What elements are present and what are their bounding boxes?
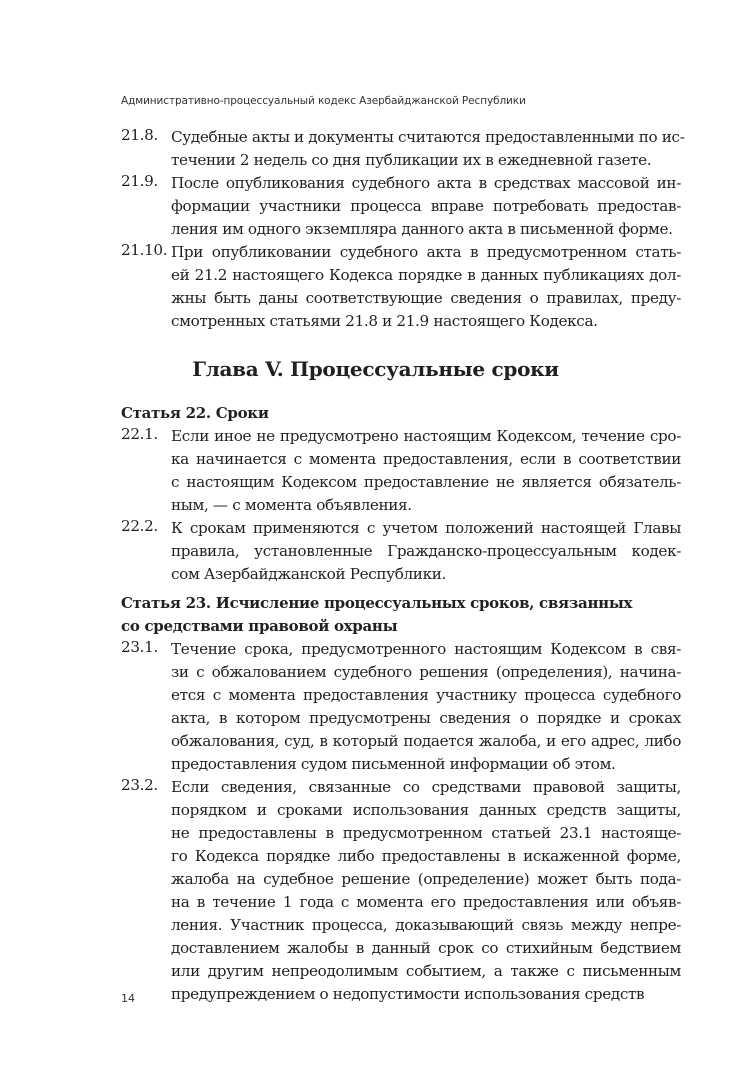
article-22 bbox=[121, 402, 681, 586]
text-line: После опубликования судебного акта в средствах массовой ин- bbox=[171, 174, 681, 192]
text-line: формации участники процесса вправе потребовать предостав- bbox=[171, 197, 681, 215]
text-line: Если иное не предусмотрено настоящим Кодексом, течение сро- bbox=[171, 427, 681, 445]
list-item bbox=[121, 638, 681, 776]
text-line: не предоставлены в предусмотренном статьей 23.1 настояще- bbox=[171, 824, 681, 842]
text-line: или другим непреодолимым событием, а также с письменным bbox=[171, 962, 681, 980]
article-title: Статья 23. Исчисление процессуальных сроков, связанных bbox=[121, 594, 633, 612]
section-21-continuation bbox=[121, 126, 685, 333]
text-line: течении 2 недель со дня публикации их в ежедневной газете. bbox=[171, 151, 652, 169]
list-item bbox=[121, 776, 681, 1006]
text-line: обжалования, суд, в который подается жалоба, и его адрес, либо bbox=[171, 732, 681, 750]
text-line: правила, установленные Гражданско-процессуальным кодек- bbox=[171, 542, 681, 560]
text-line: жалоба на судебное решение (определение) может быть пода- bbox=[171, 870, 681, 888]
text-line: предоставления судом письменной информации об этом. bbox=[171, 755, 616, 773]
article-title: Статья 22. Сроки bbox=[121, 404, 269, 422]
text-line: на в течение 1 года с момента его предоставления или объяв- bbox=[171, 893, 681, 911]
running-header: Административно-процессуальный кодекс Азербайджанской Республики bbox=[121, 95, 526, 107]
list-item bbox=[121, 126, 685, 172]
text-line: ным, — с момента объявления. bbox=[171, 496, 412, 514]
text-line: ления. Участник процесса, доказывающий связь между непре- bbox=[171, 916, 681, 934]
item-number: 23.1. bbox=[121, 638, 158, 656]
text-line: предупреждением о недопустимости использования средств bbox=[171, 985, 645, 1003]
text-line: ется с момента предоставления участнику процесса судебного bbox=[171, 686, 681, 704]
page-number: 14 bbox=[121, 992, 135, 1005]
text-line: Если сведения, связанные со средствами правовой защиты, bbox=[171, 778, 681, 796]
text-line: смотренных статьями 21.8 и 21.9 настоящего Кодекса. bbox=[171, 312, 598, 330]
article-23 bbox=[121, 592, 681, 1006]
item-number: 21.10. bbox=[121, 241, 168, 259]
list-item bbox=[121, 425, 681, 517]
text-line: жны быть даны соответствующие сведения о правилах, преду- bbox=[171, 289, 681, 307]
text-line: ления им одного экземпляра данного акта в письменной форме. bbox=[171, 220, 673, 238]
article-title: со средствами правовой охраны bbox=[121, 617, 398, 635]
text-line: К срокам применяются с учетом положений настоящей Главы bbox=[171, 519, 681, 537]
text-line: сом Азербайджанской Республики. bbox=[171, 565, 446, 583]
text-line: с настоящим Кодексом предоставление не является обязатель- bbox=[171, 473, 681, 491]
list-item bbox=[121, 517, 681, 586]
list-item bbox=[121, 241, 681, 333]
item-number: 21.8. bbox=[121, 126, 158, 144]
text-line: Судебные акты и документы считаются предоставленными по ис- bbox=[171, 128, 685, 146]
item-number: 23.2. bbox=[121, 776, 158, 794]
text-line: акта, в котором предусмотрены сведения о порядке и сроках bbox=[171, 709, 681, 727]
text-line: При опубликовании судебного акта в предусмотренном стать- bbox=[171, 243, 681, 261]
item-number: 22.1. bbox=[121, 425, 158, 443]
text-line: ей 21.2 настоящего Кодекса порядке в данных публикациях дол- bbox=[171, 266, 681, 284]
text-line: Течение срока, предусмотренного настоящим Кодексом в свя- bbox=[171, 640, 681, 658]
text-line: ка начинается с момента предоставления, если в соответствии bbox=[171, 450, 681, 468]
text-line: порядком и сроками использования данных средств защиты, bbox=[171, 801, 681, 819]
chapter-title: Глава V. Процессуальные сроки bbox=[192, 357, 559, 381]
text-line: го Кодекса порядке либо предоставлены в искаженной форме, bbox=[171, 847, 681, 865]
list-item bbox=[121, 172, 681, 241]
item-number: 22.2. bbox=[121, 517, 158, 535]
item-number: 21.9. bbox=[121, 172, 158, 190]
text-line: доставлением жалобы в данный срок со стихийным бедствием bbox=[171, 939, 681, 957]
text-line: зи с обжалованием судебного решения (определения), начина- bbox=[171, 663, 681, 681]
